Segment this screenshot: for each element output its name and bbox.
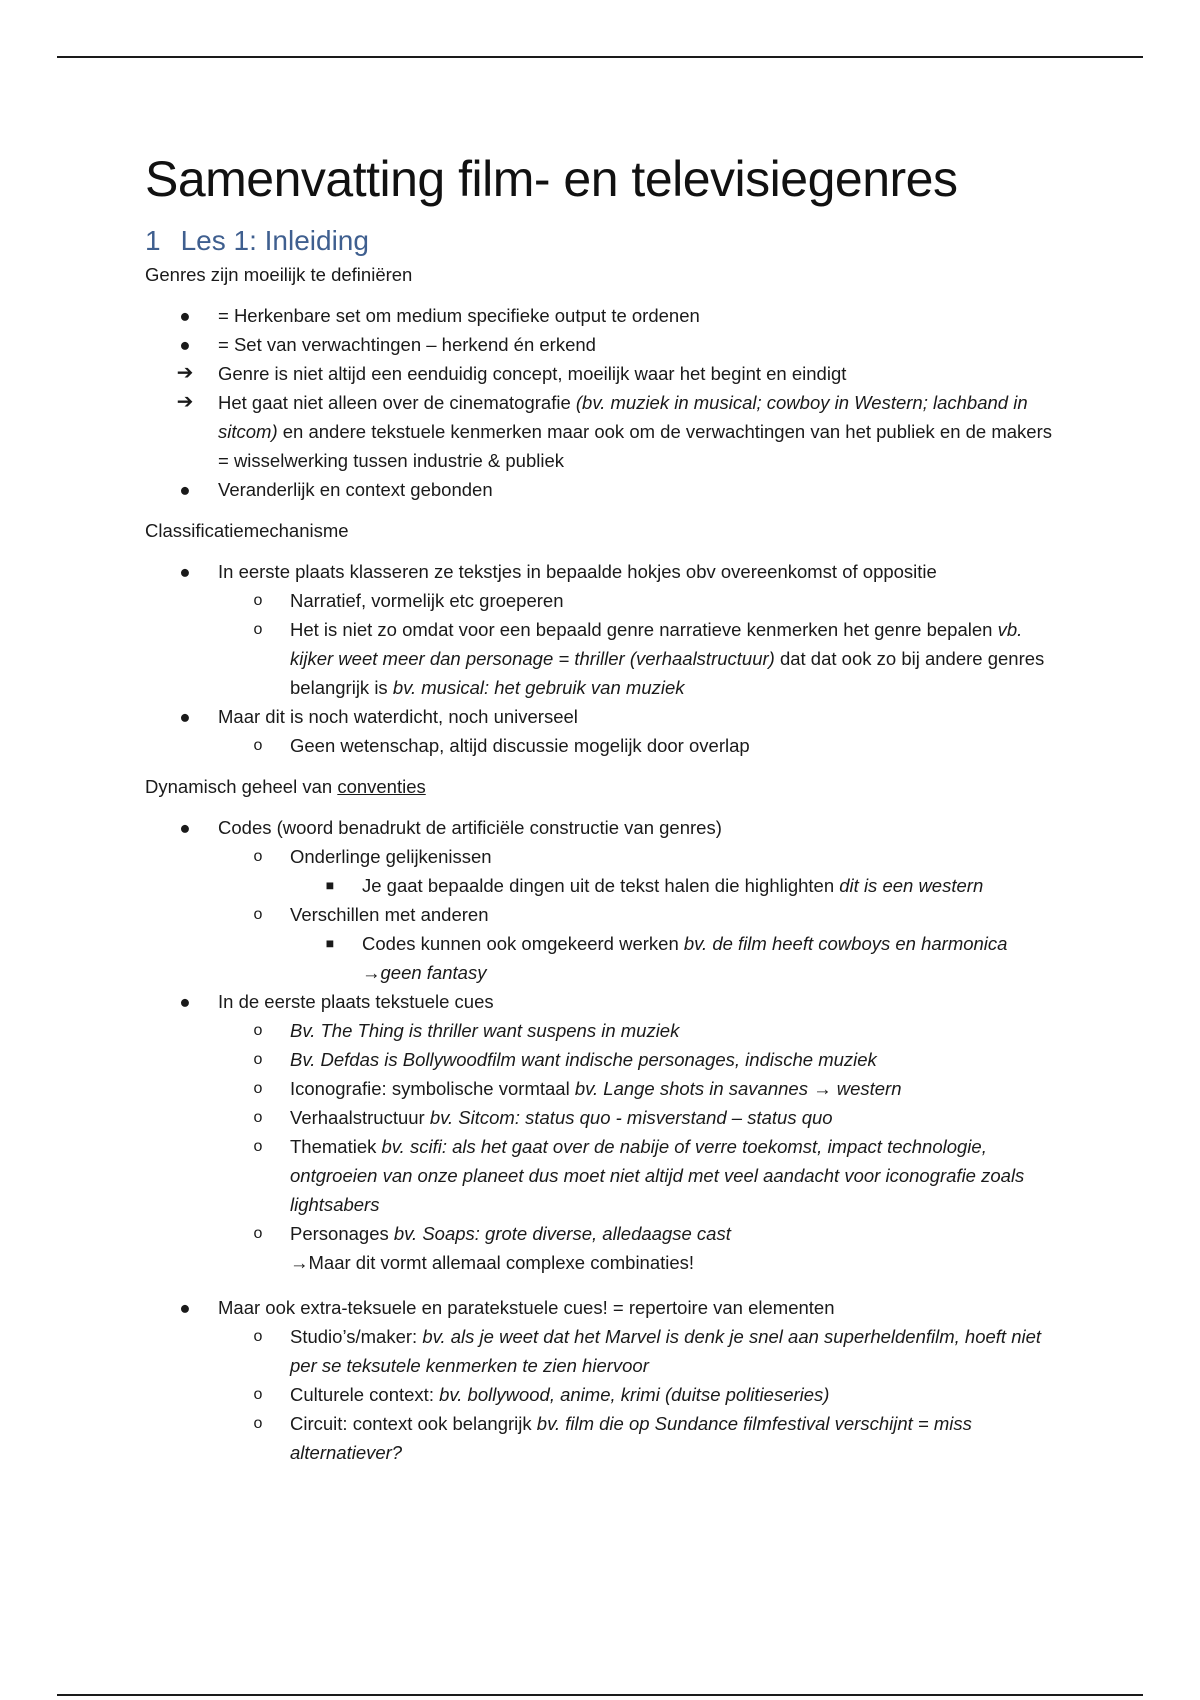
list-item: ● Codes (woord benadrukt de artificiële constructie van genres): [145, 813, 1065, 842]
definition-list: [145, 301, 1065, 504]
list-item: ● In eerste plaats klasseren ze tekstjes in bepaalde hokjes obv overeenkomst of oppositie: [145, 557, 1065, 586]
list-item: o Culturele context: bv. bollywood, anime, krimi (duitse politieseries): [145, 1380, 1065, 1409]
list-item: ● Veranderlijk en context gebonden: [145, 475, 1065, 504]
list-item: o Bv. The Thing is thriller want suspens in muziek: [145, 1016, 1065, 1045]
list-item: ➔ Genre is niet altijd een eenduidig concept, moeilijk waar het begint en eindigt: [145, 359, 1065, 388]
list-item: ● In de eerste plaats tekstuele cues: [145, 987, 1065, 1016]
classification-heading: Classificatiemechanisme: [145, 520, 349, 541]
dynamic-heading: Dynamisch geheel van conventies: [145, 776, 426, 797]
list-item: o Circuit: context ook belangrijk bv. film die op Sundance filmfestival verschijnt = miss alternatiever?: [145, 1409, 1065, 1467]
arrow-icon: →: [290, 1252, 309, 1273]
circle-bullet: o: [253, 1080, 263, 1097]
bullet-marker: ●: [179, 1297, 191, 1318]
classification-list: [145, 557, 1065, 760]
arrow-icon: ➔: [176, 362, 194, 384]
intro-paragraph: Genres zijn moeilijk te definiëren: [145, 264, 413, 285]
document-title: Samenvatting film- en televisiegenres: [145, 151, 958, 207]
circle-bullet: o: [253, 1138, 263, 1155]
square-bullet: ■: [325, 935, 335, 951]
circle-bullet: o: [253, 1022, 263, 1039]
circle-bullet: o: [253, 737, 263, 754]
dynamic-list: [145, 813, 1065, 1277]
list-item: o Personages bv. Soaps: grote diverse, alledaagse cast →Maar dit vormt allemaal complexe combinaties!: [145, 1219, 1065, 1277]
arrow-icon: ➔: [176, 391, 194, 413]
arrow-icon: →: [813, 1078, 832, 1099]
list-item: ● = Set van verwachtingen – herkend én erkend: [145, 330, 1065, 359]
circle-bullet: o: [253, 1051, 263, 1068]
list-item: o Verschillen met anderen: [145, 900, 1065, 929]
footer-rule: [57, 1694, 1143, 1696]
document-page: [145, 148, 1065, 1467]
list-item: o Verhaalstructuur bv. Sitcom: status quo - misverstand – status quo: [145, 1103, 1065, 1132]
bullet-marker: ●: [179, 561, 191, 582]
arrow-icon: →: [362, 962, 381, 983]
square-bullet: ■: [325, 877, 335, 893]
list-item: o Onderlinge gelijkenissen: [145, 842, 1065, 871]
list-item: o Het is niet zo omdat voor een bepaald genre narratieve kenmerken het genre bepalen vb. kijker weet meer dan personage = thriller (verhaalstructuur) dat dat ook zo bij andere genres belangrijk is bv. musical: het gebruik van muziek: [145, 615, 1065, 702]
list-item: ● Maar ook extra-teksuele en paratekstuele cues! = repertoire van elementen: [145, 1293, 1065, 1322]
section-heading: [145, 224, 1065, 258]
circle-bullet: o: [253, 1386, 263, 1403]
circle-bullet: o: [253, 848, 263, 865]
section-number: 1: [145, 225, 161, 256]
list-item: ➔ Het gaat niet alleen over de cinematografie (bv. muziek in musical; cowboy in Western; lachband in sitcom) en andere tekstuele kenmerken maar ook om de verwachtingen van het publiek en de makers = wisselwerking tussen industrie & publiek: [145, 388, 1065, 475]
list-item: o Narratief, vormelijk etc groeperen: [145, 586, 1065, 615]
list-item: ■ Je gaat bepaalde dingen uit de tekst halen die highlighten dit is een western: [145, 871, 1065, 900]
list-item: o Bv. Defdas is Bollywoodfilm want indische personages, indische muziek: [145, 1045, 1065, 1074]
header-rule: [57, 56, 1143, 58]
list-item: o Studio’s/maker: bv. als je weet dat het Marvel is denk je snel aan superheldenfilm, hoeft niet per se teksutele kenmerken te zien hiervoor: [145, 1322, 1065, 1380]
list-item: o Thematiek bv. scifi: als het gaat over de nabije of verre toekomst, impact technologie, ontgroeien van onze planeet dus moet niet altijd met veel aandacht voor iconografie zoals lightsabers: [145, 1132, 1065, 1219]
circle-bullet: o: [253, 1225, 263, 1242]
list-item: ● Maar dit is noch waterdicht, noch universeel: [145, 702, 1065, 731]
circle-bullet: o: [253, 1109, 263, 1126]
bullet-marker: ●: [179, 305, 191, 326]
extra-list: [145, 1293, 1065, 1467]
bullet-marker: ●: [179, 334, 191, 355]
list-item: o Iconografie: symbolische vormtaal bv. Lange shots in savannes → western: [145, 1074, 1065, 1103]
conventies-underlined: conventies: [337, 776, 426, 797]
circle-bullet: o: [253, 906, 263, 923]
circle-bullet: o: [253, 592, 263, 609]
list-item: ● = Herkenbare set om medium specifieke output te ordenen: [145, 301, 1065, 330]
list-item: o Geen wetenschap, altijd discussie mogelijk door overlap: [145, 731, 1065, 760]
section-title: Les 1: Inleiding: [180, 225, 369, 256]
bullet-marker: ●: [179, 706, 191, 727]
circle-bullet: o: [253, 1415, 263, 1432]
circle-bullet: o: [253, 1328, 263, 1345]
list-item: ■ Codes kunnen ook omgekeerd werken bv. de film heeft cowboys en harmonica →geen fantasy: [145, 929, 1065, 987]
bullet-marker: ●: [179, 817, 191, 838]
circle-bullet: o: [253, 621, 263, 638]
bullet-marker: ●: [179, 991, 191, 1012]
bullet-marker: ●: [179, 479, 191, 500]
